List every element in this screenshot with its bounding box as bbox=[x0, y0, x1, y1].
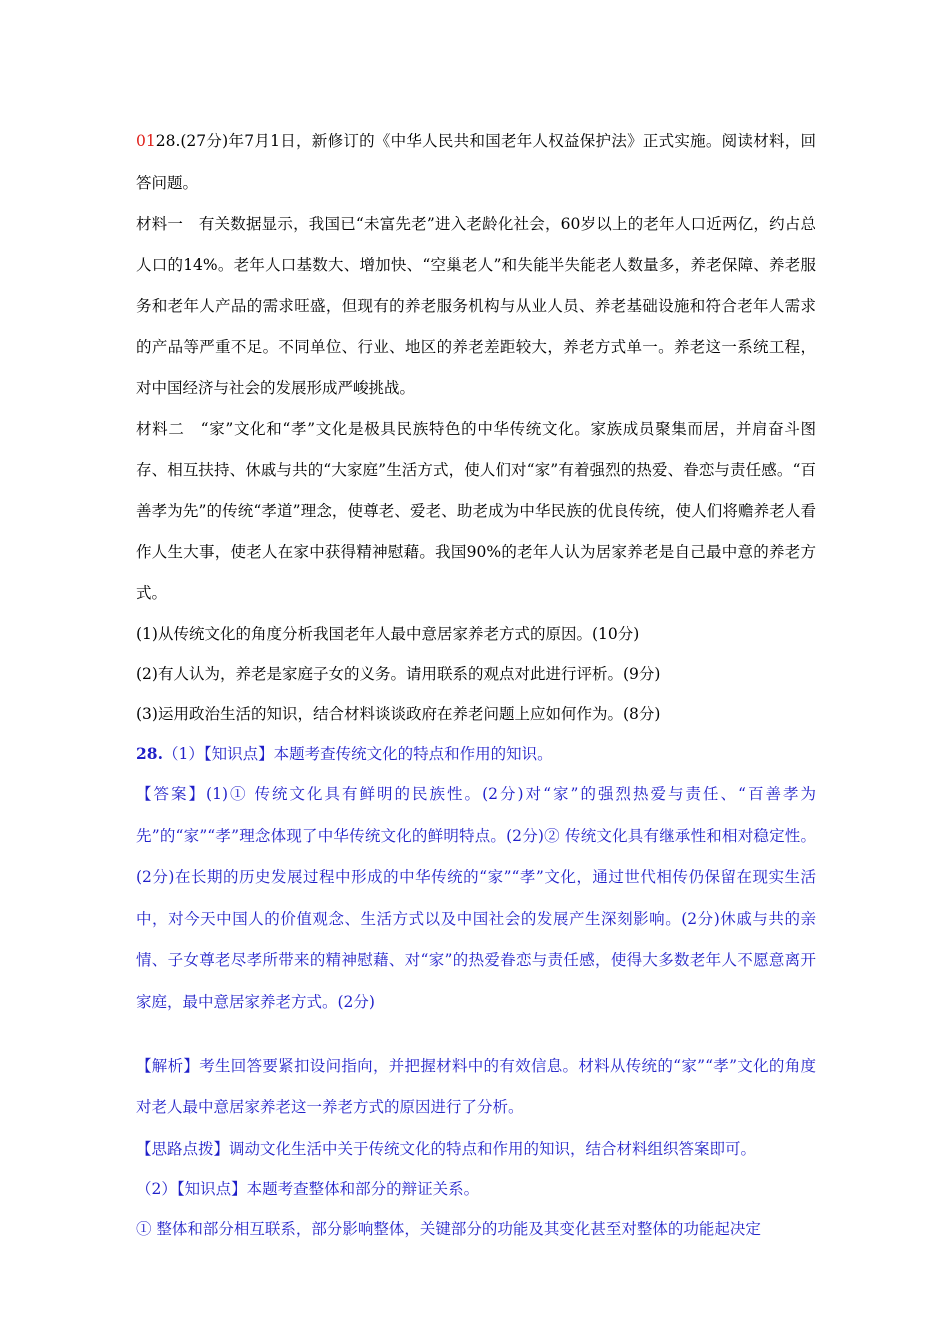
material-two: 材料二 “家”文化和“孝”文化是极具民族特色的中华传统文化。家族成员聚集而居，并肩奋斗图存、相互扶持、休戚与共的“大家庭”生活方式，使人们对“家”有着强烈的热爱、眷恋与责任感。“百善孝为先”的传统“孝道”理念，使尊老、爱老、助老成为中华民族的优良传统，使人们将赡养老人看作人生大事，使老人在家中获得精神慰藉。我国90%的老年人认为居家养老是自己最中意的养老方式。 bbox=[136, 420, 816, 602]
question-28 bbox=[136, 120, 816, 204]
question-text: 28.(27分)年7月1日，新修订的《中华人民共和国老年人权益保护法》正式实施。阅读材料，回答问题。 bbox=[136, 132, 816, 192]
knowledge-point-1: （1）【知识点】本题考查传统文化的特点和作用的知识。 bbox=[162, 745, 553, 763]
answer-text: 【答案】(1)① 传统文化具有鲜明的民族性。(2分)对“家”的强烈热爱与责任、“百善孝为先”的“家”“孝”理念体现了中华传统文化的鲜明特点。(2分)② 传统文化具有继承性和相对稳定性。(2分)在长期的历史发展过程中形成的中华传统的“家”“孝”文化，通过世代相传仍保留在现实生活中，对今天中国人的价值观念、生活方式以及中国社会的发展产生深刻影响。(2分)休戚与共的亲情、子女尊老尽孝所带来的精神慰藉、对“家”的热爱眷恋与责任感，使得大多数老年人不愿意离开家庭，最中意居家养老方式。(2分) bbox=[136, 785, 816, 1011]
document-content bbox=[136, 120, 816, 1249]
answer-knowledge-1 bbox=[136, 734, 816, 774]
sub-question-2: (2)有人认为，养老是家庭子女的义务。请用联系的观点对此进行评析。(9分) bbox=[136, 665, 661, 683]
question-prefix: 01 bbox=[136, 132, 156, 150]
knowledge-point-2: （2）【知识点】本题考查整体和部分的辩证关系。 bbox=[136, 1179, 480, 1198]
sub-question-3: (3)运用政治生活的知识，结合材料谈谈政府在养老问题上应如何作为。(8分) bbox=[136, 705, 661, 723]
analysis-text: 【解析】考生回答要紧扣设问指向，并把握材料中的有效信息。材料从传统的“家”“孝”文化的角度对老人最中意居家养老这一养老方式的原因进行了分析。 bbox=[136, 1056, 816, 1117]
part2-answer-line: ① 整体和部分相互联系，部分影响整体，关键部分的功能及其变化甚至对整体的功能起决定 bbox=[136, 1219, 761, 1238]
answer-number: 28. bbox=[136, 744, 163, 763]
spacer bbox=[136, 1024, 816, 1046]
sub-question-1: (1)从传统文化的角度分析我国老年人最中意居家养老方式的原因。(10分) bbox=[136, 625, 640, 643]
hint-text: 【思路点拨】调动文化生活中关于传统文化的特点和作用的知识，结合材料组织答案即可。 bbox=[136, 1139, 757, 1158]
material-one: 材料一 有关数据显示，我国已“未富先老”进入老龄化社会，60岁以上的老年人口近两亿，约占总人口的14%。老年人口基数大、增加快、“空巢老人”和失能半失能老人数量多，养老保障、养老服务和老年人产品的需求旺盛，但现有的养老服务机构与从业人员、养老基础设施和符合老年人需求的产品等严重不足。不同单位、行业、地区的养老差距较大，养老方式单一。养老这一系统工程，对中国经济与社会的发展形成严峻挑战。 bbox=[136, 215, 816, 397]
